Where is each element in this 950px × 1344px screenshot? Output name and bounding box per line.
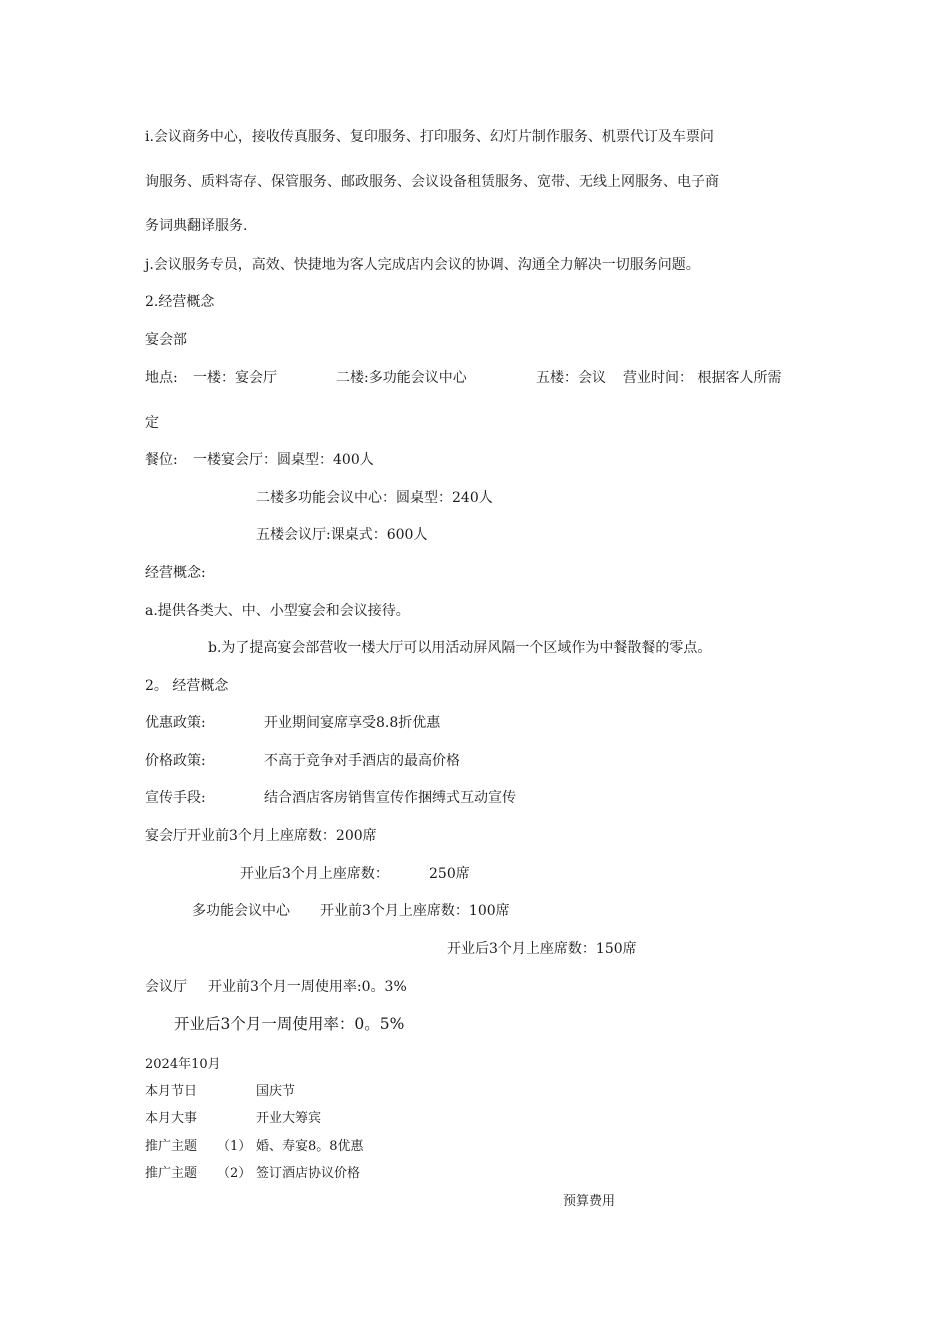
multi-center-name: 多功能会议中心: [192, 903, 290, 919]
concept-label: 经营概念:: [145, 565, 206, 581]
concept-a: a.提供各类大、中、小型宴会和会议接待。: [145, 603, 410, 619]
plan-row-label: 推广主题: [145, 1139, 198, 1154]
service-item-i-line3: 务词典翻译服务.: [145, 218, 248, 234]
seats-label: 餐位:: [145, 452, 178, 468]
multi-after-target: 开业后3个月上座席数：150席: [447, 941, 637, 957]
policy-value: 开业期间宴席享受8.8折优惠: [264, 715, 441, 731]
location-5f: 五楼：会议: [536, 370, 606, 386]
concept-b: b.为了提高宴会部营收一楼大厅可以用活动屏风隔一个区域作为中餐散餐的零点。: [208, 640, 712, 656]
location-2f: 二楼:多功能会议中心: [336, 370, 467, 386]
plan-month: 2024年10月: [145, 1057, 221, 1072]
section-heading-operating-concept: 2.经营概念: [145, 294, 215, 310]
plan-row-value: 开业大筹宾: [256, 1111, 322, 1126]
hall-after-label: 开业后3个月上座席数：: [240, 866, 389, 882]
seats-5f: 五楼会议厅:课桌式：600人: [256, 527, 428, 543]
business-hours-continued: 定: [145, 415, 159, 431]
plan-row-label: 本月大事: [145, 1111, 198, 1126]
meeting-after-target: 开业后3个月一周使用率：0。5%: [174, 1015, 405, 1033]
plan-row-value: 婚、寿宴8。8优惠: [256, 1139, 364, 1154]
multi-before-target: 开业前3个月上座席数：100席: [320, 903, 510, 919]
policy-label: 优惠政策:: [145, 715, 206, 731]
location-1f: 一楼：宴会厅: [193, 370, 277, 386]
location-label: 地点:: [145, 370, 178, 386]
plan-row-value: 签订酒店协议价格: [256, 1166, 361, 1181]
budget-label: 预算费用: [563, 1194, 616, 1209]
plan-row-number: （2）: [217, 1166, 252, 1181]
seats-1f: 一楼宴会厅：圆桌型：400人: [193, 452, 374, 468]
policy-label: 宣传手段:: [145, 790, 206, 806]
hall-before-target: 宴会厅开业前3个月上座席数：200席: [145, 828, 377, 844]
service-item-i-line1: i.会议商务中心，接收传真服务、复印服务、打印服务、幻灯片制作服务、机票代订及车票问: [145, 129, 714, 145]
policy-value: 不高于竞争对手酒店的最高价格: [264, 753, 460, 769]
section-heading-operating-concept-2: 2。 经营概念: [145, 678, 229, 694]
business-hours: 营业时间： 根据客人所需: [623, 370, 782, 386]
plan-row-number: （1）: [217, 1139, 252, 1154]
policy-value: 结合酒店客房销售宣传作捆缚式互动宣传: [264, 790, 516, 806]
seats-2f: 二楼多功能会议中心：圆桌型：240人: [256, 490, 493, 506]
meeting-before-target: 开业前3个月一周使用率:0。3%: [208, 979, 407, 995]
service-item-j: j.会议服务专员，高效、快捷地为客人完成店内会议的协调、沟通全力解决一切服务问题。: [145, 257, 700, 273]
hall-after-value: 250席: [429, 866, 470, 882]
meeting-hall-name: 会议厅: [145, 979, 187, 995]
policy-label: 价格政策:: [145, 753, 206, 769]
banquet-dept-title: 宴会部: [145, 332, 187, 348]
plan-row-label: 本月节日: [145, 1084, 198, 1099]
plan-row-value: 国庆节: [256, 1084, 296, 1099]
plan-row-label: 推广主题: [145, 1166, 198, 1181]
service-item-i-line2: 询服务、质料寄存、保管服务、邮政服务、会议设备租赁服务、宽带、无线上网服务、电子商: [145, 174, 719, 190]
